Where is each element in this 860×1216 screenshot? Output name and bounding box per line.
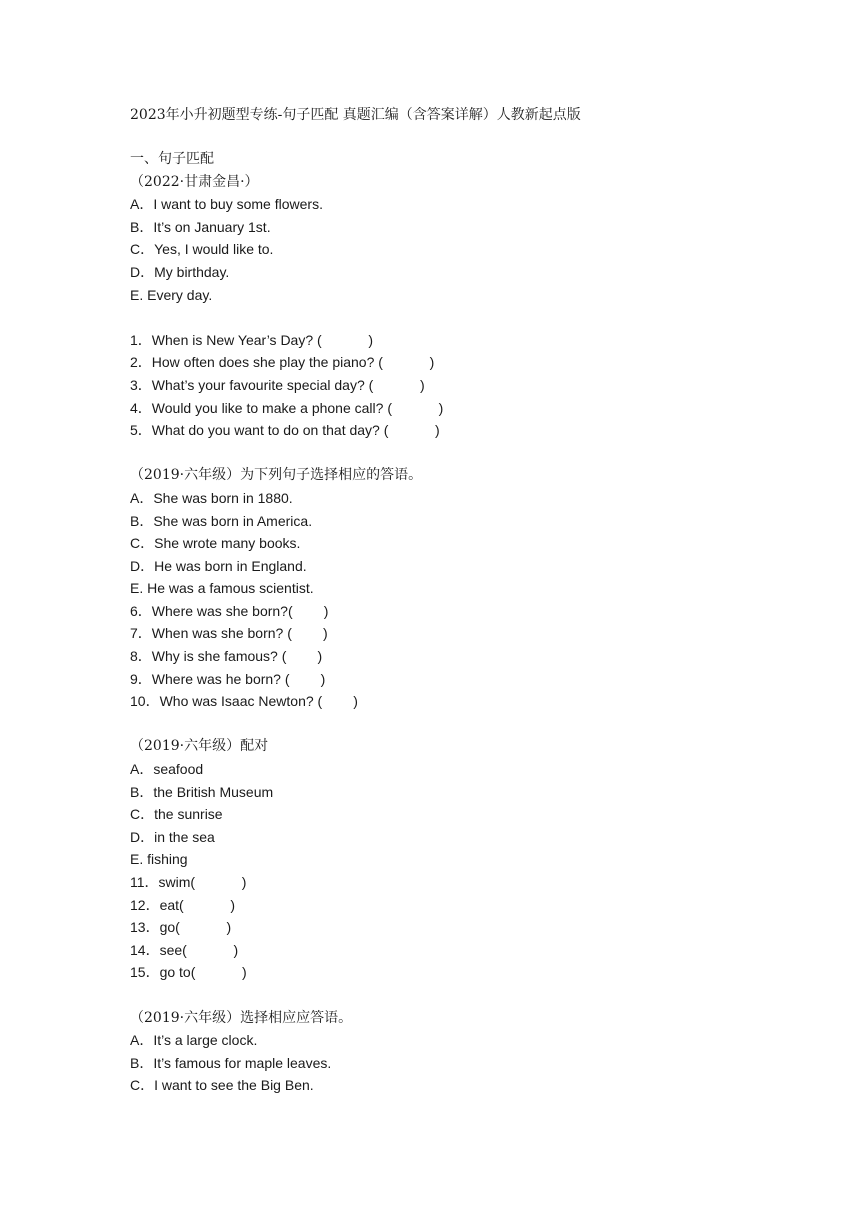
group-gap <box>130 713 770 736</box>
option-item: C．Yes, I would like to. <box>130 241 274 258</box>
option-item: C．I want to see the Big Ben. <box>130 1077 314 1094</box>
section-heading: 一、句子匹配 <box>130 151 214 167</box>
question-item: 8．Why is she famous? ( ) <box>130 648 323 665</box>
option-item: D．in the sea <box>130 828 215 845</box>
question-item: 5．What do you want to do on that day? ( ) <box>130 422 440 439</box>
question-item: 15．go to( ) <box>130 964 247 981</box>
option-item: D．My birthday. <box>130 263 230 280</box>
question-item: 13．go( ) <box>130 919 232 936</box>
question-item: 1．When is New Year’s Day? ( ) <box>130 331 374 348</box>
option-item: B．She was born in America. <box>130 512 313 529</box>
blank-line <box>130 306 770 329</box>
question-group <box>130 171 770 442</box>
group-source: （2019·六年级）选择相应应答语。 <box>130 1009 353 1026</box>
option-item: E. Every day. <box>130 286 213 303</box>
option-item: B．It’s on January 1st. <box>130 218 271 235</box>
option-item: A．I want to buy some flowers. <box>130 196 323 213</box>
option-item: B．the British Museum <box>130 783 274 800</box>
question-item: 4．Would you like to make a phone call? ( ) <box>130 399 444 416</box>
group-gap <box>130 442 770 465</box>
option-item: C．She wrote many books. <box>130 535 301 552</box>
question-group <box>130 464 770 713</box>
option-item: A．It’s a large clock. <box>130 1032 258 1049</box>
option-item: E. fishing <box>130 851 188 868</box>
question-item: 10．Who was Isaac Newton? ( ) <box>130 693 358 710</box>
question-item: 14．see( ) <box>130 941 239 958</box>
document-page <box>130 104 770 1097</box>
option-item: E. He was a famous scientist. <box>130 580 314 597</box>
group-source: （2022·甘肃金昌·） <box>130 173 259 190</box>
group-gap <box>130 984 770 1007</box>
question-group <box>130 1007 770 1097</box>
question-group <box>130 735 770 984</box>
option-item: D．He was born in England. <box>130 557 307 574</box>
document-title: 2023年小升初题型专练-句子匹配 真题汇编（含答案详解）人教新起点版 <box>130 107 581 123</box>
question-item: 7．When was she born? ( ) <box>130 625 328 642</box>
question-item: 11．swim( ) <box>130 874 247 890</box>
question-item: 6．Where was she born?( ) <box>130 602 329 619</box>
option-item: A．seafood <box>130 761 204 778</box>
question-item: 12．eat( ) <box>130 896 236 913</box>
option-item: A．She was born in 1880. <box>130 489 293 506</box>
question-item: 3．What’s your favourite special day? ( ) <box>130 376 425 393</box>
option-item: C．the sunrise <box>130 806 223 823</box>
group-source: （2019·六年级）为下列句子选择相应的答语。 <box>130 467 423 484</box>
group-source: （2019·六年级）配对 <box>130 738 269 755</box>
question-item: 2．How often does she play the piano? ( ) <box>130 354 435 371</box>
question-item: 9．Where was he born? ( ) <box>130 670 326 687</box>
option-item: B．It’s famous for maple leaves. <box>130 1054 332 1071</box>
